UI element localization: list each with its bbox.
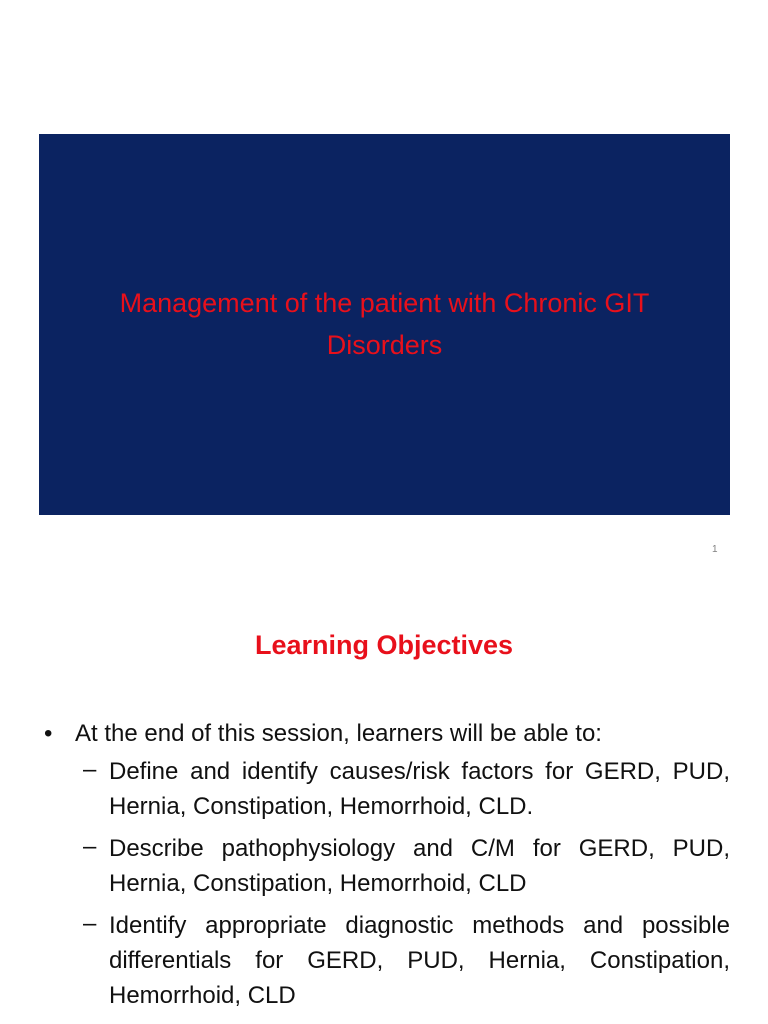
bullet-mark: • bbox=[44, 720, 53, 747]
slide-number: 1 bbox=[712, 544, 718, 555]
list-item bbox=[40, 831, 730, 901]
dash-mark: – bbox=[83, 833, 97, 860]
dash-mark: – bbox=[83, 756, 97, 783]
list-item bbox=[40, 716, 730, 751]
list-item bbox=[40, 908, 730, 1013]
slide-title-line-2: Disorders bbox=[326, 329, 443, 360]
objectives-list bbox=[40, 716, 730, 1020]
list-item bbox=[40, 754, 730, 824]
dash-mark: – bbox=[83, 910, 97, 937]
objective-text: Describe pathophysiology and C/M for GERD, PUD, Hernia, Constipation, Hemorrhoid, CLD bbox=[109, 835, 730, 897]
objective-text: Define and identify causes/risk factors for GERD, PUD, Hernia, Constipation, Hemorrhoid, CLD. bbox=[109, 758, 730, 820]
learning-objectives-heading: Learning Objectives bbox=[254, 630, 514, 660]
slide-title-line-1: Management of the patient with Chronic GIT bbox=[119, 287, 650, 318]
intro-text: At the end of this session, learners will be able to: bbox=[75, 720, 602, 747]
slide-title bbox=[55, 282, 715, 366]
title-slide bbox=[39, 134, 730, 515]
objective-text: Identify appropriate diagnostic methods and possible differentials for GERD, PUD, Hernia, Constipation, Hemorrhoid, CLD bbox=[109, 912, 730, 1009]
